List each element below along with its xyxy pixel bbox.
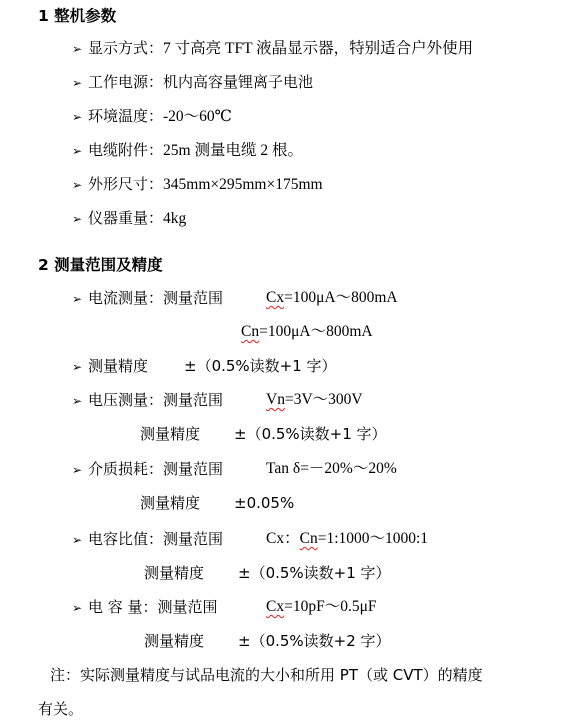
- list-item-weight: ➢ 仪器重量：4kg: [72, 209, 187, 227]
- list-item-temperature: ➢ 环境温度：-20～60℃: [72, 107, 233, 125]
- current-cn-range: Cn=100μA～800mA: [241, 323, 373, 340]
- capacitance-accuracy-value: ±（0.5%读数+2 字）: [238, 632, 391, 650]
- arrow-bullet-icon: ➢: [72, 144, 83, 158]
- voltage-accuracy-label: 测量精度: [140, 425, 201, 443]
- voltage-range: Vn=3V～300V: [266, 391, 363, 408]
- list-item-power: ➢ 工作电源：机内高容量锂离子电池: [72, 73, 314, 91]
- list-item-accuracy: ➢ 测量精度: [72, 357, 149, 375]
- arrow-bullet-icon: ➢: [72, 178, 83, 192]
- capacitance-ratio-accuracy-label: 测量精度: [144, 564, 205, 582]
- list-item-dielectric-loss: ➢ 介质损耗：测量范围: [72, 460, 224, 478]
- dielectric-range: Tan δ=－20%～20%: [266, 460, 397, 477]
- arrow-bullet-icon: ➢: [72, 76, 83, 90]
- arrow-bullet-icon: ➢: [72, 110, 83, 124]
- list-item-current: ➢ 电流测量：测量范围: [72, 289, 224, 307]
- list-item-cable: ➢ 电缆附件：25m 测量电缆 2 根。: [72, 141, 303, 159]
- current-cx-range: Cx=100μA～800mA: [266, 289, 398, 306]
- voltage-accuracy-value: ±（0.5%读数+1 字）: [234, 425, 387, 443]
- arrow-bullet-icon: ➢: [72, 360, 83, 374]
- list-item-capacitance-ratio: ➢ 电容比值：测量范围: [72, 530, 224, 548]
- list-item-capacitance: ➢ 电 容 量：测量范围: [72, 598, 218, 616]
- dielectric-accuracy-label: 测量精度: [140, 494, 201, 512]
- list-item-display: ➢ 显示方式：7 寸高亮 TFT 液晶显示器，特别适合户外使用: [72, 39, 474, 57]
- arrow-bullet-icon: ➢: [72, 533, 83, 547]
- capacitance-ratio-accuracy-value: ±（0.5%读数+1 字）: [238, 564, 391, 582]
- note-line-2: 有关。: [38, 700, 84, 718]
- arrow-bullet-icon: ➢: [72, 212, 83, 226]
- note-line-1: 注：实际测量精度与试品电流的大小和所用 PT（或 CVT）的精度: [50, 666, 483, 684]
- capacitance-range: Cx=10pF～0.5μF: [266, 598, 377, 615]
- capacitance-accuracy-label: 测量精度: [144, 632, 205, 650]
- section-1-title: 1 整机参数: [38, 7, 117, 25]
- arrow-bullet-icon: ➢: [72, 292, 83, 306]
- section-2-title: 2 测量范围及精度: [38, 256, 163, 274]
- list-item-dimensions: ➢ 外形尺寸：345mm×295mm×175mm: [72, 175, 323, 193]
- arrow-bullet-icon: ➢: [72, 601, 83, 615]
- dielectric-accuracy-value: ±0.05%: [234, 494, 295, 512]
- accuracy-value: ±（0.5%读数+1 字）: [184, 357, 337, 375]
- list-item-voltage: ➢ 电压测量：测量范围: [72, 391, 224, 409]
- capacitance-ratio-range: Cx：Cn=1:1000～1000:1: [266, 530, 429, 547]
- arrow-bullet-icon: ➢: [72, 394, 83, 408]
- arrow-bullet-icon: ➢: [72, 42, 83, 56]
- arrow-bullet-icon: ➢: [72, 463, 83, 477]
